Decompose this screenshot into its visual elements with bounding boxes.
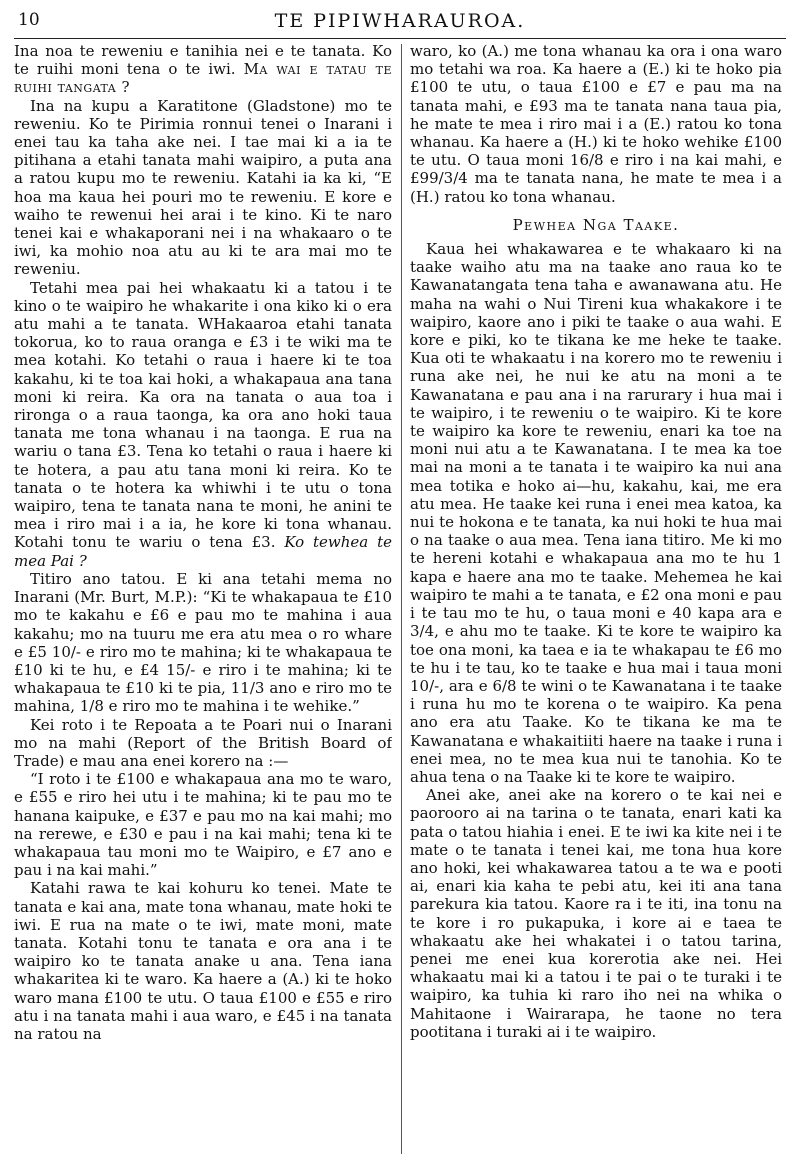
column-divider bbox=[401, 44, 402, 1154]
paragraph: Katahi rawa te kai kohuru ko tenei. Mate te tanata e kai ana, mate tona whanau, mate hoki te iwi. E rua na mate o te iwi, mate moni, mate tanata. Kotahi tonu te tanata e ora ana i te waipiro ko te tanata anake u ana. Tena iana whakaritea ki te waro. Ka haere a (A.) ki te hoko waro mana £100 te utu. O taua £100 e £55 e riro atu i na tanata mahi i aua waro, e £45 i na tanata na ratou na bbox=[14, 879, 392, 1043]
paragraph: waro, ko (A.) me tona whanau ka ora i ona waro mo tetahi wa roa. Ka haere a (E.) ki te hoko pia £100 te utu, o taua £100 e £7 e pau ma na tanata mahi, e £93 ma te tanata nana taua pia, he mate te mea i riro mai i a (E.) ratou ko tona whanau. Ka haere a (H.) ki te hoko wehike £100 te utu. O taua moni 16/8 e riro i na kai mahi, e £99/3/4 ma te tanata nana, he mate te mea i a (H.) ratou ko tona whanau. bbox=[410, 42, 782, 206]
paragraph bbox=[14, 42, 392, 97]
right-column bbox=[410, 42, 782, 1158]
running-title: TE PIPIWHARAUROA. bbox=[274, 10, 526, 32]
italic-question: Ko tewhea te mea Pai ? bbox=[14, 533, 392, 570]
paragraph-text: Ina noa te reweniu e tanihia nei e te tanata. Ko te ruihi moni tena o te iwi. bbox=[14, 42, 392, 79]
header-rule bbox=[14, 38, 786, 39]
smallcaps-question: Ma wai e tatau te ruihi tangata ? bbox=[14, 60, 392, 97]
page-header bbox=[14, 6, 786, 40]
left-column bbox=[14, 42, 392, 1158]
paragraph: Kaua hei whakawarea e te whakaaro ki na taake waiho atu ma na taake ano raua ko te Kawanatangata tena taha e awanawana atu. He maha na wahi o Nui Tireni kua whakakore i te waipiro, kaore ano i piki te taake o aua wahi. E kore e piki, ko te tikana ke me heke te taake. Kua oti te whakaatu i na korero mo te reweniu i runa ake nei, he nui ke atu na moni a te Kawanatana e pau ana i na rarurarу i hua mai i te waipiro, i te reweniu o te waipiro. Ki te kore te waipiro ka kore te reweniu, enari ka toe na moni nui atu a te Kawanatana. I te mea ka toe mai na moni a te tanata i te waipiro ka nui ana mea totika e hoko ai—hu, kakahu, kai, me era atu mea. He taake kei runa i enei mea katoa, ka nui te hokona e te tanata, ka nui hoki te hua mai o na taake o aua mea. Tena iana titiro. Me ki mo te hereni kotahi e whakapaua ana mo te hu 1 kapa e haere ana mo te taake. Mehemea he kai waipiro te mahi a te tanata, e £2 ona moni e pau i te tau mo te hu, o taua moni e 40 kapa ara e 3/4, e ahu mo te taake. Ki te kore te waipiro ka toe ona moni, ka taea e ia te whakapau te £6 mo te hu i te tau, ko te taake e hua mai i taua moni 10/-, ara e 6/8 te wini o te Kawanatana i te taake i runa hu mo te korena o te waipiro. Ka pena ano era atu Taake. Ko te tikana ke ma te Kawanatana e whakaitiiti haere na taake i runa i enei mea, no te mea kua nui te tanohia. Ko te ahua tena o na Taake ki te kore te waipiro. bbox=[410, 240, 782, 786]
paragraph: Kei roto i te Repoata a te Poari nui o Inarani mo na mahi (Report of the British Board of Trade) e mau ana enei korero na :— bbox=[14, 715, 392, 770]
paragraph bbox=[14, 279, 392, 570]
page-number: 10 bbox=[18, 10, 40, 30]
paragraph: Ina na kupu a Karatitone (Gladstone) mo te reweniu. Ko te Pirimia ronnui tenei o Inarani i enei tau ka taha ake nei. I tae mai ki a ia te pitihana a etahi tanata mahi waipiro, a puta ana a ratou kupu mo te reweniu. Katahi ia ka ki, “E hoa ma kaua hei pouri mo te reweniu. E kore e waiho te rewenui hei arai i te kino. Ki te naro tenei kai e whakaporani nei i na whakaaro o te iwi, ka mohio noa atu au ki te ara mai mo te reweniu. bbox=[14, 96, 392, 279]
section-heading: Pewhea Nga Taake. bbox=[512, 215, 680, 234]
paragraph: “I roto i te £100 e whakapaua ana mo te waro, e £55 e riro hei utu i te mahina; ki te pau mo te hanana kaipuke, e £37 e pau mo na kai mahi; mo na rerewe, e £30 e pau i na kai mahi; tena ki te whakapaua tau moni mo te Waipiro, e £7 ano e pau i na kai mahi.” bbox=[14, 770, 392, 880]
paragraph: Titiro ano tatou. E ki ana tetahi mema no Inarani (Mr. Burt, M.P.): “Ki te whakapaua te £10 mo te kakahu e £6 e pau mo te mahina i aua kakahu; mo na tuuru me era atu mea o ro whare e £5 10/- e riro mo te mahina; ki te whakapaua te £10 ki te hu, e £4 15/- e riro i te mahina; ki te whakapaua te £10 ki te pia, 11/3 ano e riro mo te mahina, 1/8 e riro mo te mahina i te wehike.” bbox=[14, 569, 392, 716]
paragraph: Anei ake, anei ake na korero o te kai nei e paorooro ai na tarina o te tanata, enari kati ka pata o tatou hiahia i enei. E te iwi ka kite nei i te mate o te tanata i tenei kai, me tona hua kore ano hoki, kei whakawarea tatou a te wa e pooti ai, enari kia kaha te pebi atu, kei iti ana tana parekura kia tatou. Kaore ra i te iti, ina tonu na te kore i ro pukapuka, i kore ai e taea te whakaatu ake hei whakatei i o tatou tarina, penei me enei kua korerotia ake nei. Hei whakaatu mai ki a tatou i te pai o te turaki i te waipiro, ka tuhia ki raro iho nei na whika o Mahitaone i Wairarapa, he taone no tera pootitana i turaki ai i te waipiro. bbox=[410, 786, 782, 1041]
paragraph-text: Tetahi mea pai hei whakaatu ki a tatou i te kino o te waipiro he whakarite i ona kiko ki o era atu mahi a te tanata. WHakaaroa etahi tanata tokorua, ko to raua oranga e £3 i te wiki ma te mea kotahi. Ko tetahi o raua i haere ki te toa kakahu, ki te toa kai hoki, a whakapaua ana tana moni ki reira. Ka ora na tanata o aua toa i rironga o a raua taonga, ka ora ano hoki taua tanata me tona whanau i na taonga. E rua na wariu o tana £3. Tena ko tetahi o raua i haere ki te hotera, a pau atu tana moni ki reira. Ko te tanata o te hotera ka whiwhi i te utu o tona waipiro, tena te tanata nana te moni, he anini te mea i riro mai i a ia, he kore ki tona whanau. Kotahi tonu te wariu o tena £3. bbox=[14, 278, 392, 552]
